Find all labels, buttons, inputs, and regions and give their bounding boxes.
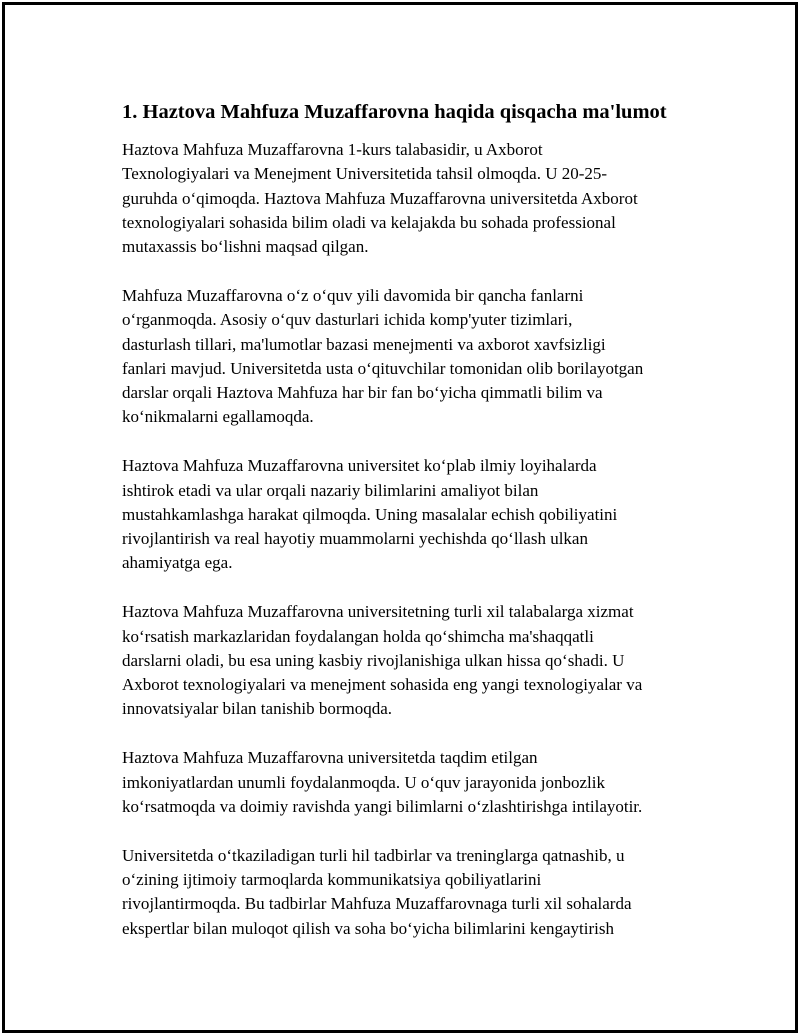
document-body	[122, 98, 692, 965]
paragraph-6: Universitetda oʻtkaziladigan turli hil tadbirlar va treninglarga qatnashib, u oʻzining ijtimoiy tarmoqlarda kommunikatsiya qobiliyatlarini rivojlantirmoqda. Bu tadbirlar Mahfuza Muzaffarovnaga turli xil sohalarda ekspertlar bilan muloqot qilish va soha boʻyicha bilimlarini kengaytirish	[122, 845, 632, 938]
paragraph-1: Haztova Mahfuza Muzaffarovna 1-kurs talabasidir, u Axborot Texnologiyalari va Menejment Universitetida tahsil olmoqda. U 20-25- guruhda oʻqimoqda. Haztova Mahfuza Muzaffarovna universitetda Axborot texnologiyalari sohasida bilim oladi va kelajakda bu sohada professional mutaxassis boʻlishni maqsad qilgan.	[122, 140, 638, 257]
paragraph-5: Haztova Mahfuza Muzaffarovna universitetda taqdim etilgan imkoniyatlardan unumli foydalanmoqda. U oʻquv jarayonida jonbozlik koʻrsatmoqda va doimiy ravishda yangi bilimlarni oʻzlashtirishga intilayotir.	[122, 748, 643, 816]
paragraph-2: Mahfuza Muzaffarovna oʻz oʻquv yili davomida bir qancha fanlarni oʻrganmoqda. Asosiy oʻquv dasturlari ichida komp'yuter tizimlari, dasturlash tillari, ma'lumotlar bazasi menejmenti va axborot xavfsizligi fanlari mavjud. Universitetda usta oʻqituvchilar tomonidan olib borilayotgan darslar orqali Haztova Mahfuza har bir fan boʻyicha qimmatli bilim va koʻnikmalarni egallamoqda.	[122, 285, 644, 427]
section-heading: 1. Haztova Mahfuza Muzaffarovna haqida qisqacha ma'lumot	[122, 101, 667, 123]
page-frame	[2, 2, 798, 1033]
paragraph-4: Haztova Mahfuza Muzaffarovna universitetning turli xil talabalarga xizmat koʻrsatish markazlaridan foydalangan holda qoʻshimcha ma'shaqqatli darslarni oladi, bu esa uning kasbiy rivojlanishiga ulkan hissa qoʻshadi. U Axborot texnologiyalari va menejment sohasida eng yangi texnologiyalar va innovatsiyalar bilan tanishib bormoqda.	[122, 602, 643, 719]
paragraph-3: Haztova Mahfuza Muzaffarovna universitet koʻplab ilmiy loyihalarda ishtirok etadi va ular orqali nazariy bilimlarini amaliyot bilan mustahkamlashga harakat qilmoqda. Uning masalalar echish qobiliyatini rivojlantirish va real hayotiy muammolarni yechishda qoʻllash ulkan ahamiyatga ega.	[122, 456, 618, 573]
